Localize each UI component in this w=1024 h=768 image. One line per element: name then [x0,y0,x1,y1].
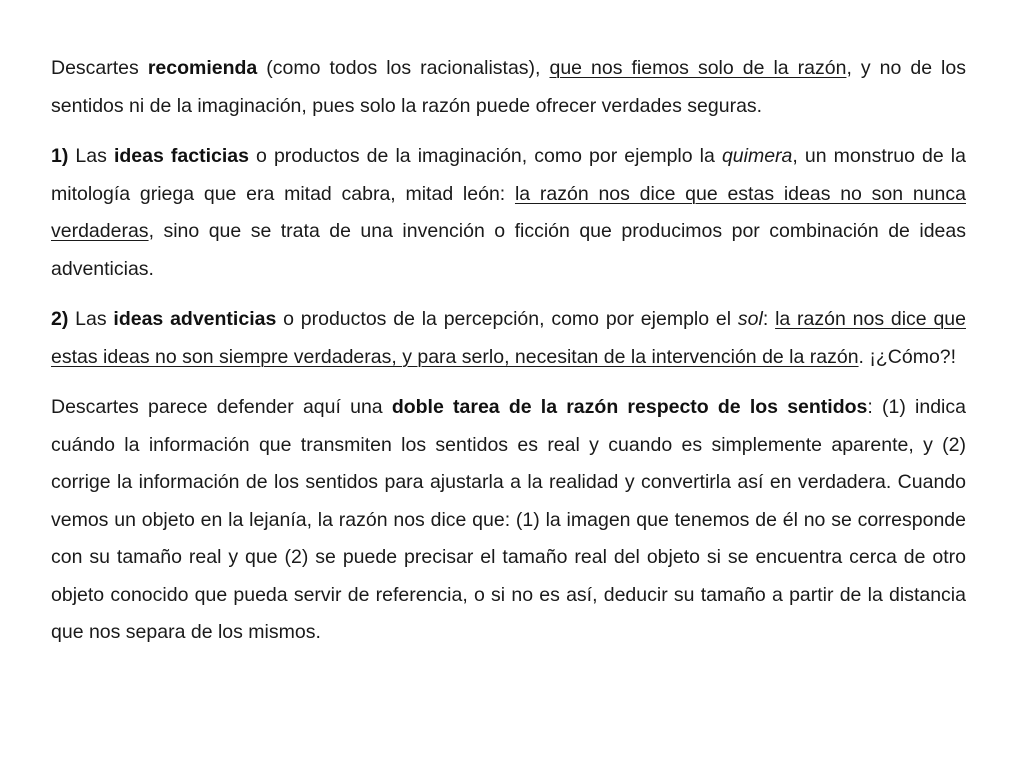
text-run: , un monstruo de la mitología griega que era mitad cabra, mitad león: [51,145,966,205]
underlined-phrase: la razón nos dice que estas ideas no son nunca verdaderas [51,182,966,242]
bold-term: ideas facticias [113,145,249,167]
italic-term: quimera [721,145,793,167]
underlined-phrase: que nos fiemos solo de la razón [549,57,847,79]
bold-term: recomienda [147,57,258,79]
text-run: , sino que se trata de una invención o ficción que producimos por combinación de ideas adventicias. [51,220,966,280]
text-run: : (1) indica cuándo la información que transmiten los sentidos es real y cuando es simplemente aparente, y (2) corrige la información de los sentidos para ajustarla a la realidad y convertirla así en verdadera. Cuando vemos un objeto en la lejanía, la razón nos dice que: (1) la imagen que tenemos de él no se corresponde con su tamaño real y que (2) se puede precisar el tamaño real del objeto si se encuentra cerca de otro objeto conocido que pueda servir de referencia, o si no es así, deducir su tamaño a partir de la distancia que nos separa de los mismos. [51,396,966,643]
list-number: 2) [51,308,69,330]
text-run: : [762,308,776,330]
paragraph-ideas-adventicias [51,301,966,376]
text-run: (como todos los racionalistas), [257,57,550,79]
list-number: 1) [51,145,69,167]
text-run: Las [68,145,114,167]
underlined-phrase: la razón nos dice que estas ideas no son siempre verdaderas, y para serlo, necesitan de la intervención de la razón [51,308,966,368]
text-run: o productos de la imaginación, como por ejemplo la [248,145,722,167]
text-run: Descartes parece defender aquí una [51,396,392,418]
text-run: Las [68,308,114,330]
text-run: Descartes [51,57,148,79]
bold-term: doble tarea de la razón respecto de los sentidos [391,396,868,418]
text-run: o productos de la percepción, como por ejemplo el [276,308,738,330]
text-run: . ¡¿Cómo?! [858,345,957,368]
paragraph-intro [51,50,966,125]
text-run: , y no de los sentidos ni de la imaginación, pues solo la razón puede ofrecer verdades seguras. [51,57,966,117]
bold-term: ideas adventicias [113,308,277,330]
paragraph-ideas-facticias [51,138,966,288]
italic-term: sol [737,308,763,330]
paragraph-doble-tarea [51,389,966,652]
